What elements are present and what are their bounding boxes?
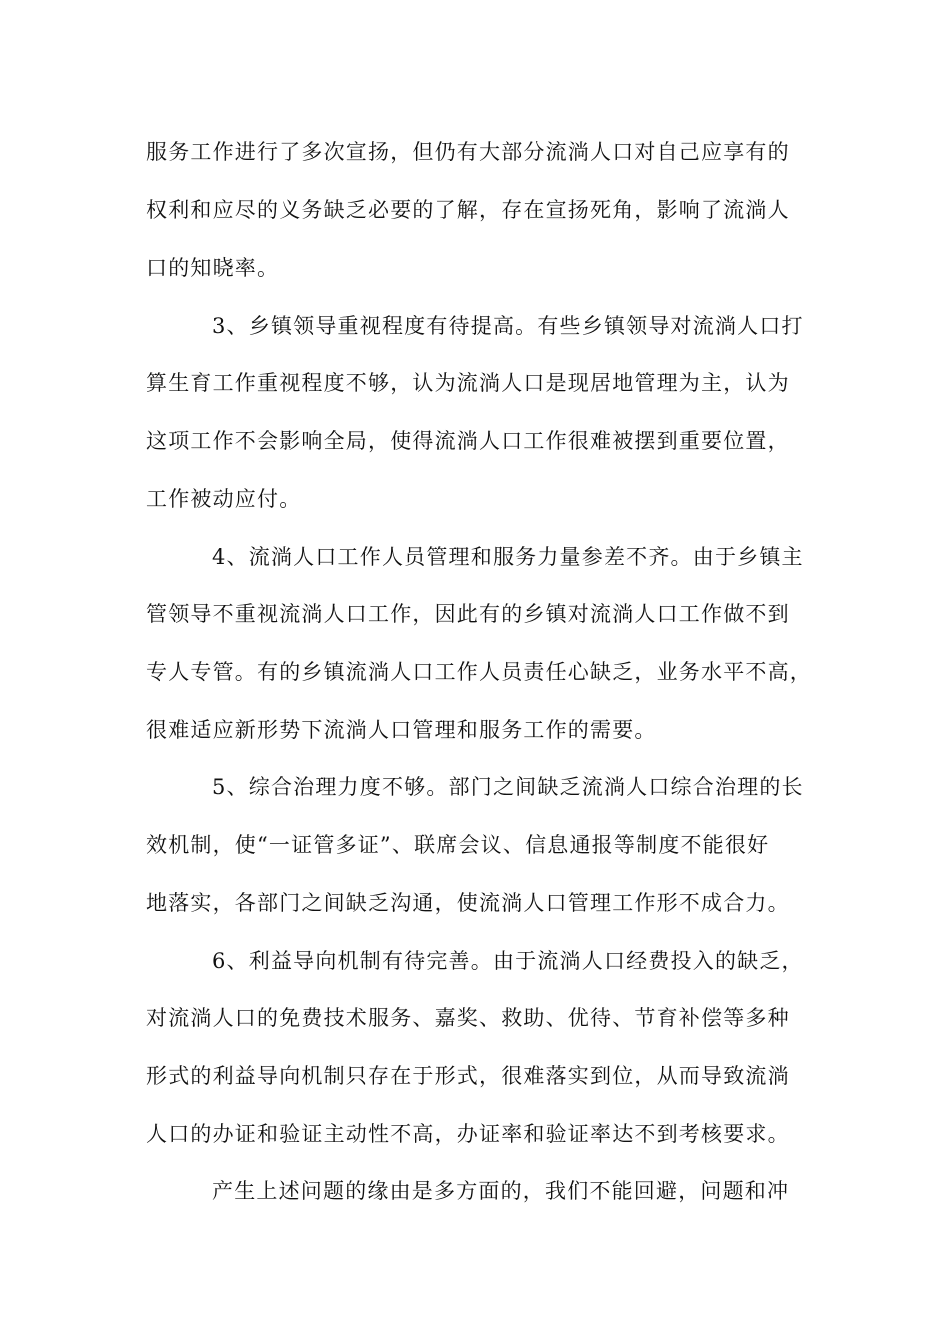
text-line: 很难适应新形势下流淌人口管理和服务工作的需要。 (146, 718, 657, 742)
text-line: 专人专管。有的乡镇流淌人口工作人员责任心缺乏，业务水平不高， (146, 660, 812, 684)
text-line: 人口的办证和验证主动性不高，办证率和验证率达不到考核要求。 (146, 1122, 790, 1146)
text-line: 形式的利益导向机制只存在于形式，很难落实到位，从而导致流淌 (146, 1064, 790, 1088)
text-line: 权利和应尽的义务缺乏必要的了解，存在宣扬死角，影响了流淌人 (146, 198, 790, 222)
text-line: 效机制，使“一证管多证”、联席会议、信息通报等制度不能很好 (146, 833, 770, 857)
text-line: 5、综合治理力度不够。部门之间缺乏流淌人口综合治理的长 (212, 775, 804, 799)
text-line: 管领导不重视流淌人口工作，因此有的乡镇对流淌人口工作做不到 (146, 602, 790, 626)
text-line: 对流淌人口的免费技术服务、嘉奖、救助、优待、节育补偿等多种 (146, 1006, 790, 1030)
text-line: 工作被动应付。 (146, 487, 302, 511)
text-line: 地落实，各部门之间缺乏沟通，使流淌人口管理工作形不成合力。 (146, 891, 790, 915)
text-line: 这项工作不会影响全局，使得流淌人口工作很难被摆到重要位置， (146, 429, 790, 453)
text-line: 3、乡镇领导重视程度有待提高。有些乡镇领导对流淌人口打 (212, 314, 804, 338)
text-line: 6、利益导向机制有待完善。由于流淌人口经费投入的缺乏， (212, 949, 804, 973)
text-line: 4、流淌人口工作人员管理和服务力量参差不齐。由于乡镇主 (212, 545, 804, 569)
text-line: 产生上述问题的缘由是多方面的，我们不能回避，问题和冲 (212, 1179, 790, 1203)
text-line: 口的知晓率。 (146, 256, 280, 280)
text-line: 服务工作进行了多次宣扬，但仍有大部分流淌人口对自己应享有的 (146, 140, 790, 164)
text-line: 算生育工作重视程度不够，认为流淌人口是现居地管理为主，认为 (146, 371, 790, 395)
